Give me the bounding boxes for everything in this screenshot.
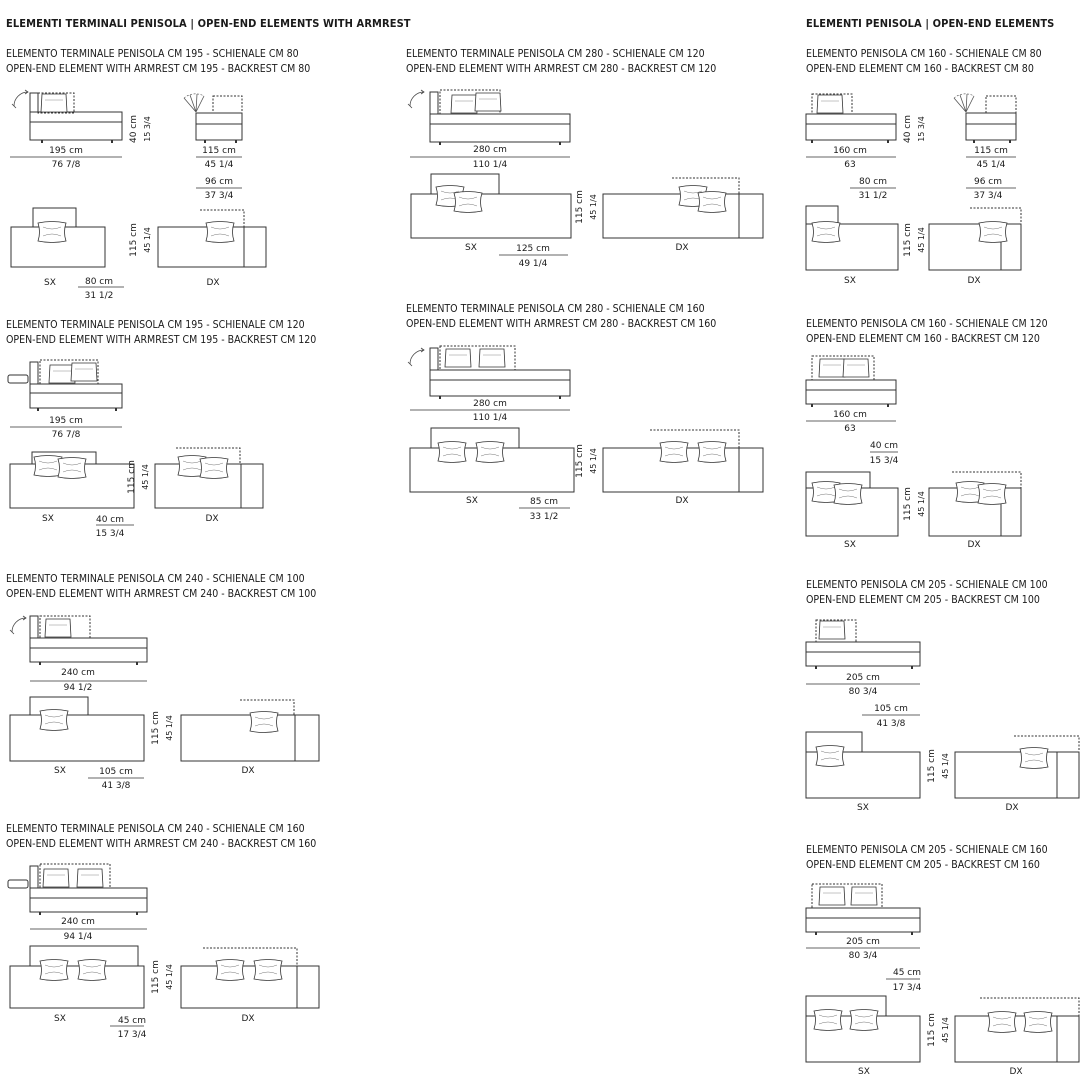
item-5-seat-cm: 85 cm xyxy=(529,497,559,507)
item-4-side-view xyxy=(408,90,570,145)
item-1-depth-cm: 115 cm xyxy=(127,460,137,494)
item-5-sx-label: SX xyxy=(466,496,478,506)
item-title: ELEMENTO PENISOLA CM 205 - SCHIENALE CM 100 OPEN-END ELEMENT CM 205 - BACKREST CM 100 xyxy=(806,579,1048,606)
item-6-seat-cm: 80 cm xyxy=(858,177,888,187)
item-8-depth-in: 45 1/4 xyxy=(941,753,950,779)
item-7-width-in: 63 xyxy=(844,424,856,434)
item-9-seat-cm: 45 cm xyxy=(892,968,922,978)
item-0-width-cm: 195 cm xyxy=(49,146,83,156)
item-2-seat-cm: 105 cm xyxy=(99,767,133,777)
item-0-back-view xyxy=(184,94,242,143)
item-0-side-view xyxy=(12,90,122,143)
item-6-side-in: 45 1/4 xyxy=(976,160,1006,170)
item-2-plan-dx xyxy=(181,700,319,761)
item-8-width-cm: 205 cm xyxy=(846,673,880,683)
item-3-plan-sx xyxy=(10,946,144,1008)
item-4-seat-in: 49 1/4 xyxy=(518,259,548,269)
header-right: ELEMENTI PENISOLA | OPEN-END ELEMENTS xyxy=(806,17,1055,30)
item-7-dx-label: DX xyxy=(967,540,981,550)
item-5-plan-dx xyxy=(603,430,763,492)
item-6-plan-sx xyxy=(806,206,898,270)
item-5-dx-label: DX xyxy=(675,496,689,506)
item-5-depth-cm: 115 cm xyxy=(575,444,585,478)
item-8-width-in: 80 3/4 xyxy=(848,687,878,697)
item-title: ELEMENTO TERMINALE PENISOLA CM 240 - SCHIENALE CM 160 OPEN-END ELEMENT WITH ARMREST CM 240 - BACKREST CM 160 xyxy=(6,823,317,850)
item-6-side-view xyxy=(806,94,896,143)
item-0-plan-dx xyxy=(158,210,266,267)
item-9-side-view xyxy=(806,884,920,935)
item-0-width-in: 76 7/8 xyxy=(51,160,81,170)
item-8-depth-cm: 115 cm xyxy=(927,749,937,783)
item-3-sx-label: SX xyxy=(54,1014,66,1024)
header-left: ELEMENTI TERMINALI PENISOLA | OPEN-END ELEMENTS WITH ARMREST xyxy=(6,17,411,30)
item-title: ELEMENTO PENISOLA CM 160 - SCHIENALE CM 120 OPEN-END ELEMENT CM 160 - BACKREST CM 120 xyxy=(806,318,1048,345)
item-8-sx-label: SX xyxy=(857,803,869,813)
item-5-width-in: 110 1/4 xyxy=(472,413,508,423)
item-3-side-view xyxy=(8,864,147,915)
item-6-sx-label: SX xyxy=(844,276,856,286)
item-8-side-view xyxy=(806,620,920,669)
item-0-seat-in: 31 1/2 xyxy=(84,291,114,301)
item-7-seat-cm: 40 cm xyxy=(869,441,899,451)
item-5-width-cm: 280 cm xyxy=(473,399,507,409)
item-2-plan-sx xyxy=(10,697,144,761)
item-6-height-in: 15 3/4 xyxy=(917,116,926,142)
item-6-back-in: 37 3/4 xyxy=(973,191,1003,201)
item-1-side-view xyxy=(8,360,122,411)
item-2-width-cm: 240 cm xyxy=(61,668,95,678)
item-9-plan-sx xyxy=(806,996,920,1062)
item-1-sx-label: SX xyxy=(42,514,54,524)
item-0-height-in: 15 3/4 xyxy=(143,116,152,142)
item-2-dx-label: DX xyxy=(241,766,255,776)
item-0-dx-label: DX xyxy=(206,278,220,288)
item-1-plan-sx xyxy=(10,452,134,508)
item-title: ELEMENTO TERMINALE PENISOLA CM 280 - SCHIENALE CM 160 OPEN-END ELEMENT WITH ARMREST CM 280 - BACKREST CM 160 xyxy=(406,303,717,330)
item-4-plan-dx xyxy=(603,178,763,238)
item-7-depth-in: 45 1/4 xyxy=(917,491,926,517)
item-title: ELEMENTO TERMINALE PENISOLA CM 195 - SCHIENALE CM 80 OPEN-END ELEMENT WITH ARMREST CM 195 - BACKREST CM 80 xyxy=(6,48,311,75)
item-7-sx-label: SX xyxy=(844,540,856,550)
item-9-dx-label: DX xyxy=(1009,1067,1023,1077)
item-7-width-cm: 160 cm xyxy=(833,410,867,420)
item-5-depth-in: 45 1/4 xyxy=(589,448,598,474)
item-6-side-cm: 115 cm xyxy=(974,146,1008,156)
item-4-seat-cm: 125 cm xyxy=(516,244,550,254)
item-6-width-cm: 160 cm xyxy=(833,146,867,156)
item-0-side-cm: 115 cm xyxy=(202,146,236,156)
item-0-seat-cm: 80 cm xyxy=(84,277,114,287)
item-6-back-cm: 96 cm xyxy=(973,177,1003,187)
item-6-seat-in: 31 1/2 xyxy=(858,191,888,201)
item-4-width-cm: 280 cm xyxy=(473,145,507,155)
item-8-plan-sx xyxy=(806,732,920,798)
item-9-width-cm: 205 cm xyxy=(846,937,880,947)
item-0-sx-label: SX xyxy=(44,278,56,288)
item-5-seat-in: 33 1/2 xyxy=(529,512,559,522)
item-9-depth-cm: 115 cm xyxy=(927,1013,937,1047)
item-6-width-in: 63 xyxy=(844,160,856,170)
item-6-dx-label: DX xyxy=(967,276,981,286)
item-1-seat-in: 15 3/4 xyxy=(95,529,125,539)
item-1-depth-in: 45 1/4 xyxy=(141,464,150,490)
item-6-height-cm: 40 cm xyxy=(903,114,913,144)
item-2-seat-in: 41 3/8 xyxy=(101,781,131,791)
item-title: ELEMENTO TERMINALE PENISOLA CM 195 - SCHIENALE CM 120 OPEN-END ELEMENT WITH ARMREST CM 195 - BACKREST CM 120 xyxy=(6,319,317,346)
item-4-sx-label: SX xyxy=(465,243,477,253)
item-3-seat-in: 17 3/4 xyxy=(117,1030,147,1040)
item-9-plan-dx xyxy=(955,998,1079,1062)
item-0-side-in: 45 1/4 xyxy=(204,160,234,170)
item-0-height-cm: 40 cm xyxy=(129,114,139,144)
item-0-back-cm: 96 cm xyxy=(204,177,234,187)
item-2-width-in: 94 1/2 xyxy=(63,683,93,693)
item-4-depth-in: 45 1/4 xyxy=(589,194,598,220)
item-title: ELEMENTO PENISOLA CM 205 - SCHIENALE CM 160 OPEN-END ELEMENT CM 205 - BACKREST CM 160 xyxy=(806,844,1048,871)
item-1-width-in: 76 7/8 xyxy=(51,430,81,440)
item-1-width-cm: 195 cm xyxy=(49,416,83,426)
item-7-seat-in: 15 3/4 xyxy=(869,456,899,466)
item-6-depth-in: 45 1/4 xyxy=(917,227,926,253)
item-1-seat-cm: 40 cm xyxy=(95,515,125,525)
item-3-dx-label: DX xyxy=(241,1014,255,1024)
item-2-depth-in: 45 1/4 xyxy=(165,715,174,741)
item-8-seat-in: 41 3/8 xyxy=(876,719,906,729)
item-4-width-in: 110 1/4 xyxy=(472,160,508,170)
item-9-seat-in: 17 3/4 xyxy=(892,983,922,993)
item-3-depth-in: 45 1/4 xyxy=(165,964,174,990)
item-6-depth-cm: 115 cm xyxy=(903,223,913,257)
item-0-depth-cm: 115 cm xyxy=(129,223,139,257)
item-1-dx-label: DX xyxy=(205,514,219,524)
item-3-width-in: 94 1/4 xyxy=(63,932,93,942)
item-7-plan-dx xyxy=(929,472,1021,536)
item-7-plan-sx xyxy=(806,472,898,536)
item-3-depth-cm: 115 cm xyxy=(151,960,161,994)
item-6-plan-dx xyxy=(929,208,1021,270)
item-title: ELEMENTO TERMINALE PENISOLA CM 280 - SCHIENALE CM 120 OPEN-END ELEMENT WITH ARMREST CM 280 - BACKREST CM 120 xyxy=(406,48,717,75)
item-7-depth-cm: 115 cm xyxy=(903,487,913,521)
item-8-seat-cm: 105 cm xyxy=(874,704,908,714)
item-3-seat-cm: 45 cm xyxy=(117,1016,147,1026)
item-9-sx-label: SX xyxy=(858,1067,870,1077)
item-title: ELEMENTO TERMINALE PENISOLA CM 240 - SCHIENALE CM 100 OPEN-END ELEMENT WITH ARMREST CM 240 - BACKREST CM 100 xyxy=(6,573,317,600)
item-8-plan-dx xyxy=(955,736,1079,798)
item-5-side-view xyxy=(408,346,570,399)
item-3-plan-dx xyxy=(181,948,319,1008)
item-2-depth-cm: 115 cm xyxy=(151,711,161,745)
item-7-side-view xyxy=(806,356,896,407)
item-4-plan-sx xyxy=(411,174,571,238)
item-4-depth-cm: 115 cm xyxy=(575,190,585,224)
item-8-dx-label: DX xyxy=(1005,803,1019,813)
item-title: ELEMENTO PENISOLA CM 160 - SCHIENALE CM 80 OPEN-END ELEMENT CM 160 - BACKREST CM 80 xyxy=(806,48,1042,75)
item-2-sx-label: SX xyxy=(54,766,66,776)
item-4-dx-label: DX xyxy=(675,243,689,253)
item-3-width-cm: 240 cm xyxy=(61,917,95,927)
item-0-plan-sx xyxy=(11,208,105,267)
item-9-width-in: 80 3/4 xyxy=(848,951,878,961)
item-6-back-view xyxy=(954,94,1016,143)
item-2-side-view xyxy=(10,616,147,665)
item-5-plan-sx xyxy=(410,428,574,492)
item-0-depth-in: 45 1/4 xyxy=(143,227,152,253)
item-1-plan-dx xyxy=(155,448,263,508)
item-0-back-in: 37 3/4 xyxy=(204,191,234,201)
item-9-depth-in: 45 1/4 xyxy=(941,1017,950,1043)
